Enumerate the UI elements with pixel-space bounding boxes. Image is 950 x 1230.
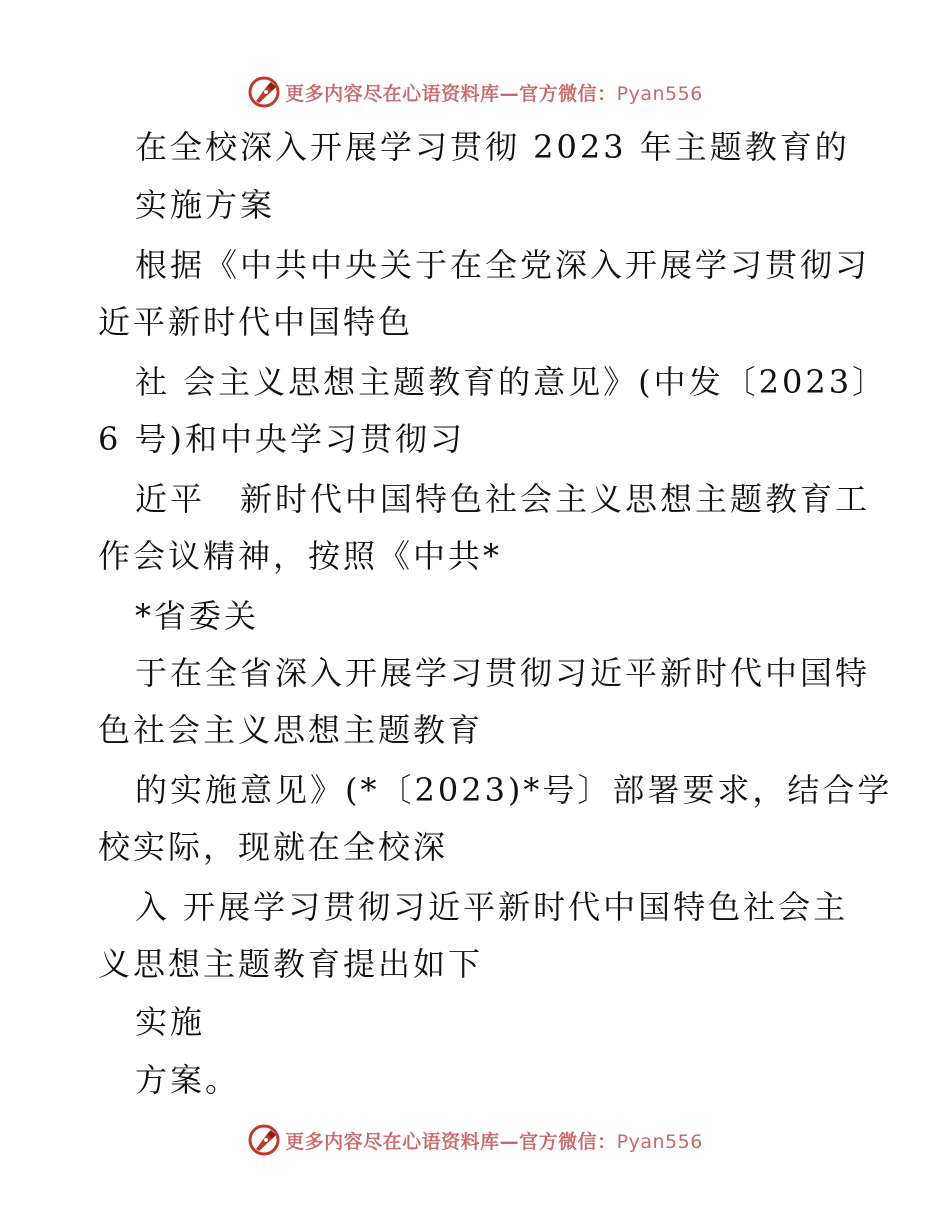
doc-line: 义思想主题教育提出如下 <box>98 945 484 983</box>
watermark-text: 更多内容尽在心语资料库—官方微信：Pyan556 <box>285 82 703 105</box>
footer-watermark <box>0 1120 950 1160</box>
doc-line: 色社会主义思想主题教育 <box>98 711 484 749</box>
doc-line: 方案。 <box>135 1061 241 1099</box>
watermark-id: Pyan556 <box>616 1130 703 1153</box>
doc-line: 近平 新时代中国特色社会主义思想主题教育工 <box>135 480 871 518</box>
doc-line: 入 开展学习贯彻习近平新时代中国特色社会主 <box>135 888 849 926</box>
doc-line: 社 会主义思想主题教育的意见》(中发〔2023〕 <box>135 363 888 401</box>
doc-line: 的实施意见》(*〔2023)*号〕部署要求，结合学 <box>135 771 893 809</box>
doc-line: 近平新时代中国特色 <box>98 303 414 341</box>
pen-nib-circle-icon <box>247 1123 281 1157</box>
watermark-text: 更多内容尽在心语资料库—官方微信：Pyan556 <box>285 1130 703 1153</box>
doc-line: 校实际，现就在全校深 <box>98 828 449 866</box>
doc-line: *省委关 <box>135 597 260 635</box>
doc-line: 于在全省深入开展学习贯彻习近平新时代中国特 <box>135 654 871 692</box>
doc-line: 作会议精神，按照《中共* <box>98 537 503 575</box>
doc-line: 6 号)和中央学习贯彻习 <box>98 420 466 458</box>
doc-line: 在全校深入开展学习贯彻 2023 年主题教育的 <box>135 128 850 166</box>
doc-line: 实施 <box>135 1003 206 1041</box>
watermark-id: Pyan556 <box>616 82 703 105</box>
doc-line: 根据《中共中央关于在全党深入开展学习贯彻习 <box>135 246 871 284</box>
doc-line: 实施方案 <box>135 186 276 224</box>
